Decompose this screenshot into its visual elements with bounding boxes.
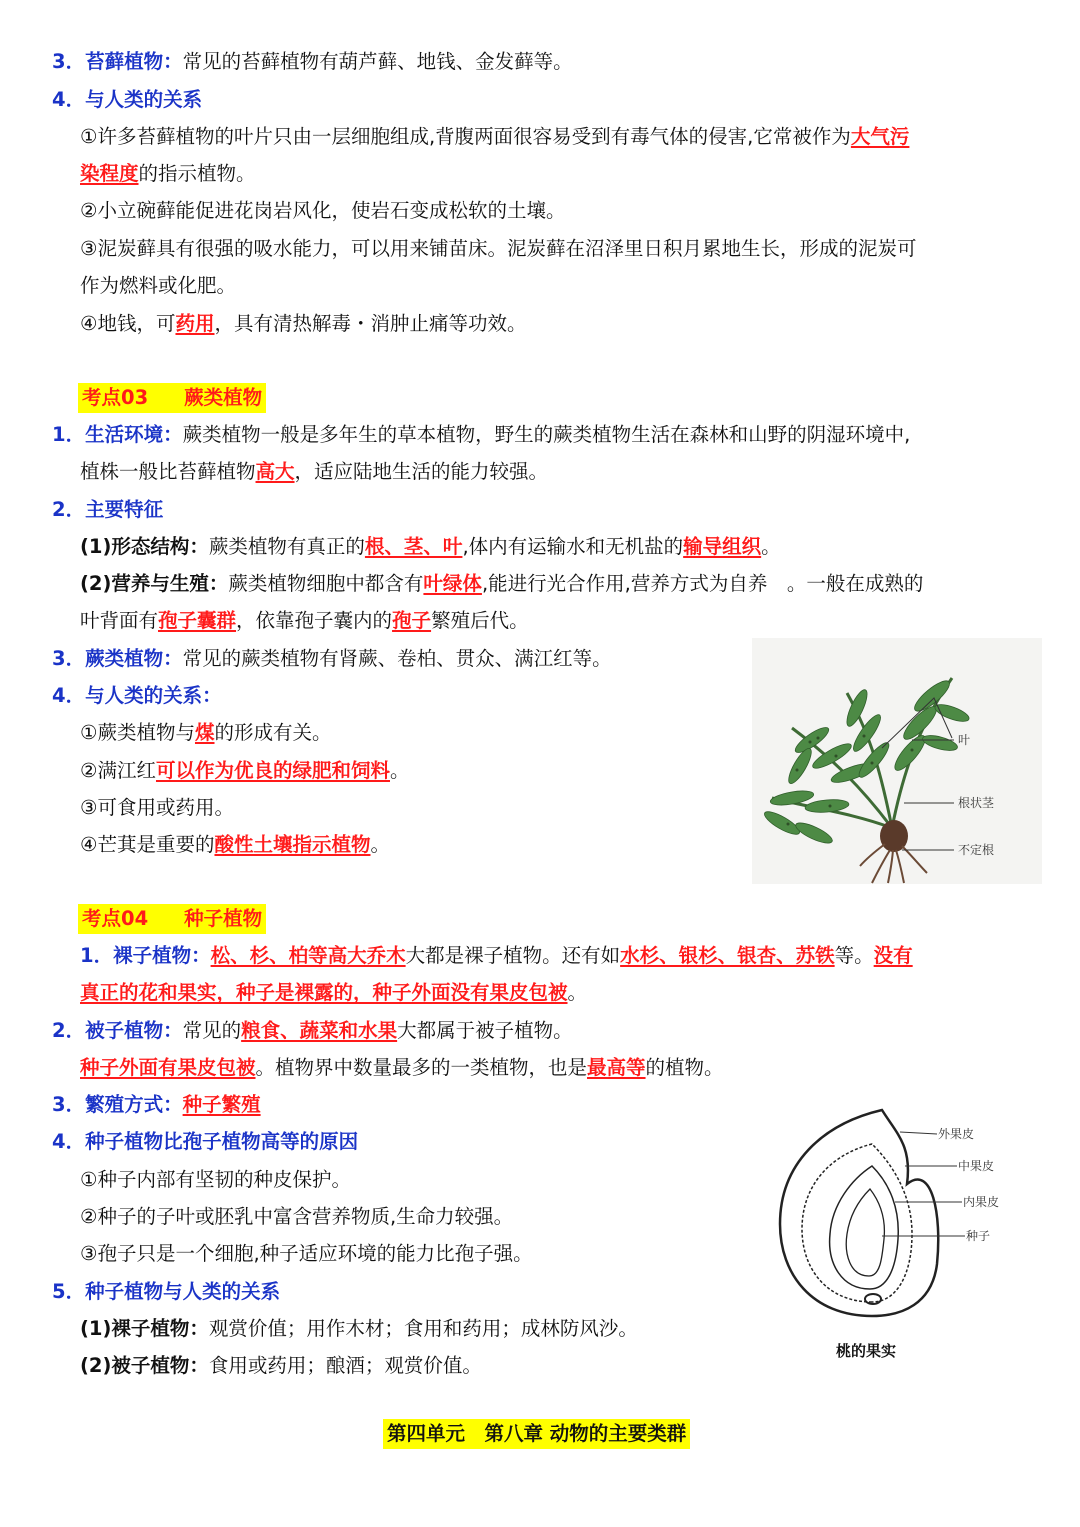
seed-item-2-cont: 种子外面有果皮包被。植物界中数量最多的一类植物，也是最高等的植物。 [80,1056,724,1079]
fern-relation-1: ①蕨类植物与煤的形成有关。 [80,721,332,744]
moss-item-3: 3．苔藓植物：常见的苔藓植物有葫芦藓、地钱、金发藓等。 [52,50,573,73]
exocarp-pointer [900,1132,937,1134]
fern-feature-2-cont: 叶背面有孢子囊群，依靠孢子囊内的孢子繁殖后代。 [80,609,529,632]
moss-relation-1-cont: 染程度的指示植物。 [80,162,256,185]
leaf-label: 叶 [958,733,971,747]
fern-relation-2: ②满江红可以作为优良的绿肥和饲料。 [80,759,410,782]
fern-figure [752,638,1042,884]
root-label: 不定根 [958,843,995,857]
seed-reason-3: ③孢子只是一个细胞,种子适应环境的能力比孢子强。 [80,1242,533,1265]
peach-figure [772,1104,1022,1368]
fern-item-1: 1．生活环境：蕨类植物一般是多年生的草本植物，野生的蕨类植物生活在森林和山野的阴湿环境中, [52,423,911,446]
fern-feature-1: (1)形态结构：蕨类植物有真正的根、茎、叶,体内有运输水和无机盐的输导组织。 [80,535,781,558]
fern-section-header: 考点03 蕨类植物 [78,383,266,413]
fern-item-1-cont: 植株一般比苔藓植物高大，适应陆地生活的能力较强。 [80,460,549,483]
rhizome-label: 根状茎 [958,796,995,810]
exocarp-label: 外果皮 [938,1127,975,1141]
fern-relation-4: ④芒萁是重要的酸性土壤指示植物。 [80,833,391,856]
seed-item-4: 4．种子植物比孢子植物高等的原因 [52,1130,359,1153]
seed-use-1: (1)裸子植物：观赏价值；用作木材；食用和药用；成林防风沙。 [80,1317,638,1340]
peach-cross-section [780,1110,938,1316]
endocarp-label: 内果皮 [963,1195,1000,1209]
seed-use-2: (2)被子植物：食用或药用；酿酒；观赏价值。 [80,1354,482,1377]
seed-item-2: 2．被子植物：常见的粮食、蔬菜和水果大都属于被子植物。 [52,1019,573,1042]
moss-relation-3-cont: 作为燃料或化肥。 [80,274,237,297]
seed-section-header: 考点04 种子植物 [78,904,266,934]
moss-item-4: 4．与人类的关系 [52,88,203,111]
moss-relation-3: ③泥炭藓具有很强的吸水能力，可以用来铺苗床。泥炭藓在沼泽里日积月累地生长，形成的泥炭可 [80,237,917,260]
peach-caption: 桃的果实 [836,1342,897,1360]
fern-feature-2: (2)营养与生殖：蕨类植物细胞中都含有叶绿体,能进行光合作用,营养方式为自养 。一般在成熟的 [80,572,924,595]
moss-relation-1: ①许多苔藓植物的叶片只由一层细胞组成,背腹两面很容易受到有毒气体的侵害,它常被作为大气污 [80,125,910,148]
fern-item-3: 3．蕨类植物：常见的蕨类植物有肾蕨、卷柏、贯众、满江红等。 [52,647,612,670]
mesocarp-label: 中果皮 [958,1159,995,1173]
moss-relation-4: ④地钱，可药用，具有清热解毒・消肿止痛等功效。 [80,312,527,335]
footer-chapter-title: 第四单元 第八章 动物的主要类群 [383,1419,690,1449]
seed-reason-1: ①种子内部有坚韧的种皮保护。 [80,1168,351,1191]
fern-item-4: 4．与人类的关系： [52,684,222,707]
moss-relation-2: ②小立碗藓能促进花岗岩风化，使岩石变成松软的土壤。 [80,199,566,222]
seed-reason-2: ②种子的子叶或胚乳中富含营养物质,生命力较强。 [80,1205,514,1228]
seed-label: 种子 [966,1229,991,1243]
fern-relation-3: ③可食用或药用。 [80,796,234,819]
seed-item-5: 5．种子植物与人类的关系 [52,1280,281,1303]
fern-item-2: 2．主要特征 [52,498,164,521]
seed-item-3: 3．繁殖方式：种子繁殖 [52,1093,261,1116]
seed-item-1-cont: 真正的花和果实，种子是裸露的，种子外面没有果皮包被。 [80,981,588,1004]
seed-item-1: 1．裸子植物：松、杉、柏等高大乔木大都是裸子植物。还有如水杉、银杉、银杏、苏铁等。没有 [80,944,913,967]
